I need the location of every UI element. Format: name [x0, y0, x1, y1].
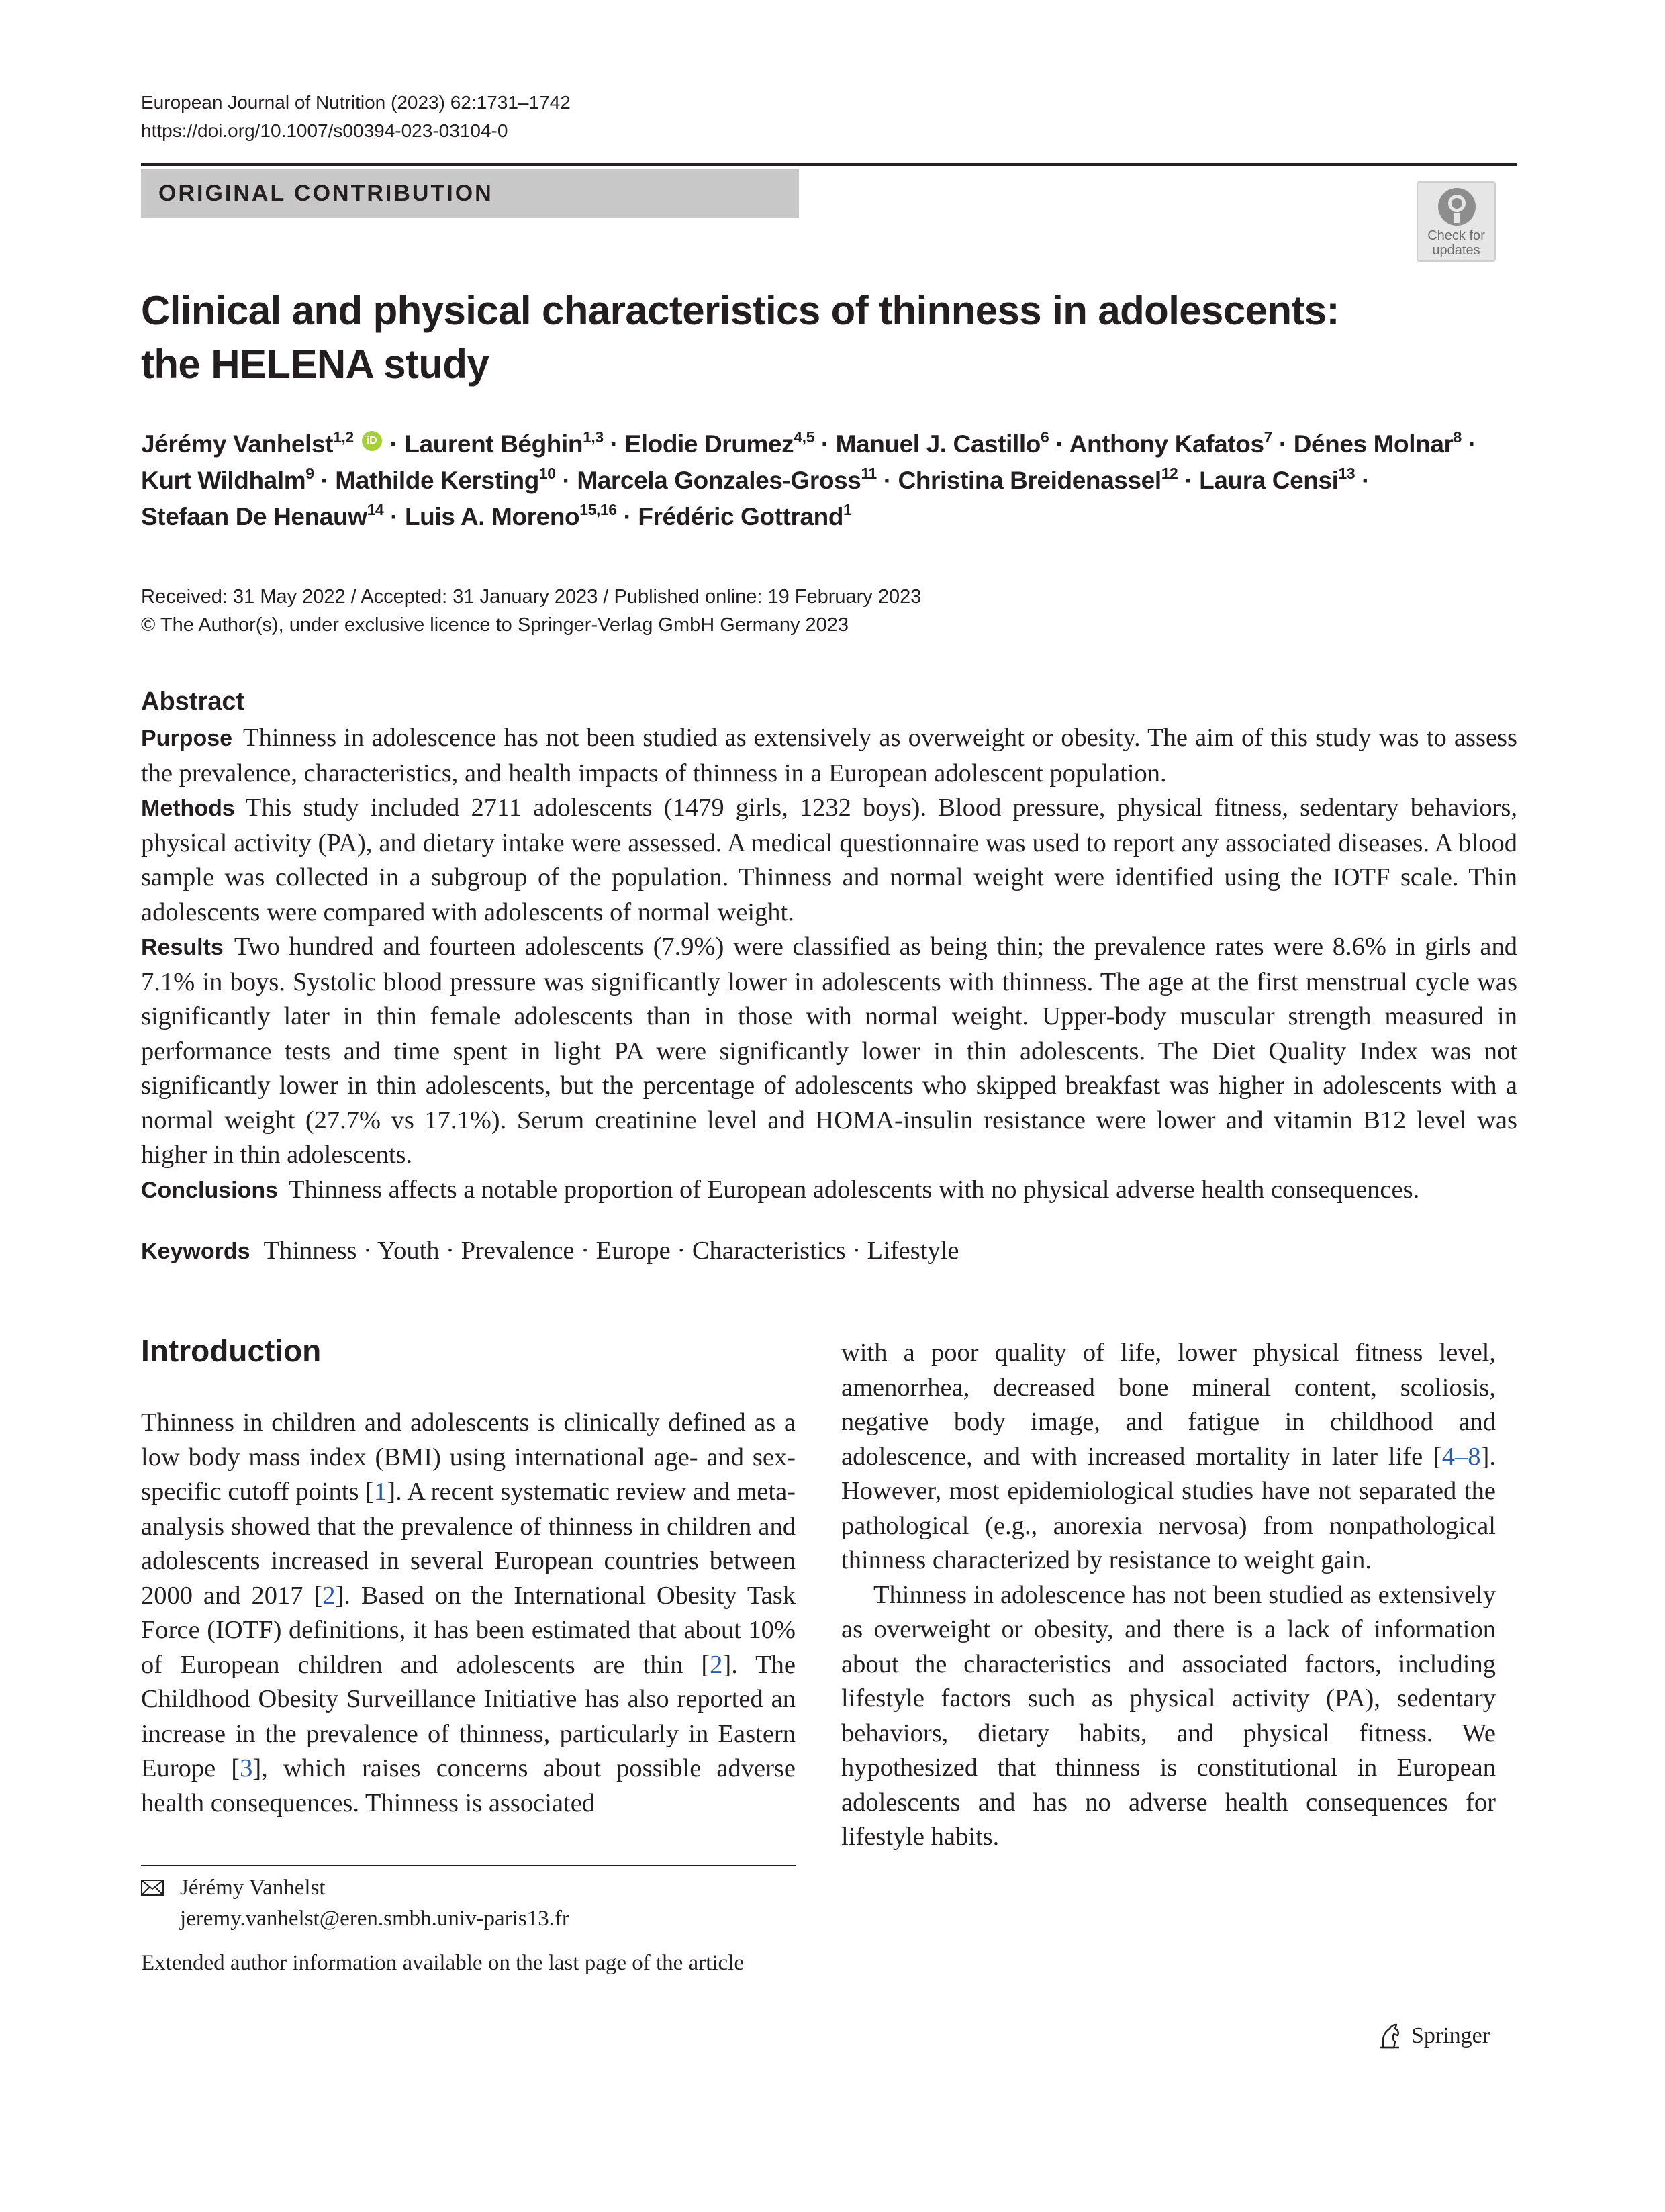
- author-name[interactable]: Laurent Béghin: [404, 430, 583, 458]
- author-affiliation: 1,3: [583, 428, 604, 446]
- author-affiliation: 11: [861, 465, 877, 483]
- corresponding-author-email[interactable]: jeremy.vanhelst@eren.smbh.univ-paris13.fr: [180, 1907, 569, 1931]
- introduction-left-column: [141, 1406, 796, 1821]
- intro-text: ]. Based on the International Obesity Task Force (IOTF) definitions, it has been estimated that about 10% of European children and adolescents are thin [: [141, 1581, 796, 1679]
- author-affiliation: 12: [1161, 465, 1178, 483]
- journal-info: [141, 89, 571, 145]
- intro-text: ]. The Childhood Obesity Surveillance Initiative has also reported an increase in the prevalence of thinness, particularly in Eastern Europe [: [141, 1650, 796, 1782]
- citation-link[interactable]: 3: [240, 1754, 253, 1782]
- results-label: Results: [141, 934, 224, 960]
- publisher-name: Springer: [1411, 2023, 1490, 2048]
- intro-text: Thinness in children and adolescents is clinically defined as a low body mass index (BMI) using international age- and sex-specific cutoff points [: [141, 1408, 796, 1506]
- extended-author-note: Extended author information available on the last page of the article: [141, 1951, 744, 1975]
- abstract: [141, 685, 1517, 1208]
- citation-link[interactable]: 1: [374, 1478, 387, 1506]
- author-affiliation: 9: [305, 465, 314, 483]
- section-label: ORIGINAL CONTRIBUTION: [158, 181, 493, 206]
- abstract-methods: [141, 791, 1517, 930]
- author-name[interactable]: Laura Censi: [1199, 467, 1339, 494]
- intro-text: ]. However, most epidemiological studies have not separated the pathological (e.g., anorexia nervosa) from nonpathological thinness characterized by resistance to weight gain.: [841, 1442, 1496, 1574]
- check-updates-label-1: Check for: [1427, 228, 1485, 243]
- author-affiliation: 1: [843, 501, 852, 519]
- author-name[interactable]: Manuel J. Castillo: [835, 430, 1041, 458]
- author-name[interactable]: Mathilde Kersting: [335, 467, 539, 494]
- author-name[interactable]: Kurt Wildhalm: [141, 467, 306, 494]
- author-affiliation: 7: [1264, 428, 1272, 446]
- header-rule: [141, 163, 1517, 166]
- history-line: Received: 31 May 2022 / Accepted: 31 January 2023 / Published online: 19 February 2023: [141, 586, 922, 608]
- abstract-heading: Abstract: [141, 687, 245, 716]
- author-name[interactable]: Frédéric Gottrand: [638, 503, 844, 530]
- springer-horse-icon: [1376, 2022, 1405, 2050]
- author-name[interactable]: Luis A. Moreno: [404, 503, 580, 530]
- introduction-heading: Introduction: [141, 1333, 322, 1368]
- results-text: Two hundred and fourteen adolescents (7.9%) were classified as being thin; the prevalence rates were 8.6% in girls and 7.1% in boys. Systolic blood pressure was significantly lower in adolescents with thinness. The age at the first menstrual cycle was significantly later in thin female adolescents than in those with normal weight. Upper-body muscular strength measured in performance tests and time spent in light PA were significantly lower in thin adolescents. The Diet Quality Index was not significantly lower in thin adolescents, but the percentage of adolescents who skipped breakfast was higher in adolescents with a normal weight (27.7% vs 17.1%). Serum creatinine level and HOMA-insulin resistance were lower and vitamin B12 level was higher in thin adolescents.: [141, 932, 1517, 1169]
- citation-link[interactable]: 4–8: [1441, 1442, 1481, 1471]
- conclusions-label: Conclusions: [141, 1177, 279, 1203]
- author-name[interactable]: Dénes Molnar: [1293, 430, 1454, 458]
- author-affiliation: 6: [1040, 428, 1049, 446]
- copyright-line: © The Author(s), under exclusive licence to Springer-Verlag GmbH Germany 2023: [141, 614, 849, 636]
- check-updates-label-2: updates: [1432, 243, 1480, 258]
- author-affiliation: 14: [367, 501, 384, 519]
- author-affiliation: 13: [1338, 465, 1355, 483]
- citation-link[interactable]: 2: [710, 1650, 723, 1679]
- introduction-right-column: [841, 1336, 1496, 1855]
- author-affiliation: 1,2: [333, 428, 354, 446]
- intro-text: ]. A recent systematic review and meta-analysis showed that the prevalence of thinness in children and adolescents increased in several European countries between 2000 and 2017 [: [141, 1478, 796, 1610]
- title-line-2: the HELENA study: [141, 342, 489, 387]
- check-for-updates-icon[interactable]: [1417, 181, 1496, 262]
- keywords-text: Thinness · Youth · Prevalence · Europe · Characteristics · Lifestyle: [263, 1237, 959, 1265]
- corresponding-author-name: Jérémy Vanhelst: [180, 1876, 326, 1900]
- abstract-conclusions: [141, 1173, 1517, 1208]
- abstract-purpose: [141, 721, 1517, 791]
- purpose-label: Purpose: [141, 726, 233, 751]
- footnote-rule: [141, 1865, 796, 1866]
- orcid-icon[interactable]: [362, 431, 382, 451]
- author-name[interactable]: Anthony Kafatos: [1069, 430, 1264, 458]
- author-name[interactable]: Marcela Gonzales-Gross: [577, 467, 861, 494]
- purpose-text: Thinness in adolescence has not been studied as extensively as overweight or obesity. The aim of this study was to assess the prevalence, characteristics, and health impacts of thinness in a European adolescent population.: [141, 724, 1517, 787]
- publication-dates: [141, 583, 921, 639]
- keywords-label: Keywords: [141, 1239, 250, 1264]
- intro-paragraph: Thinness in adolescence has not been studied as extensively as overweight or obesity, and there is a lack of information about the characteristics and associated factors, including lifestyle factors such as physical activity (PA), sedentary behaviors, dietary habits, and physical fitness. We hypothesized that thinness is constitutional in European adolescents and has no adverse health consequences for lifestyle habits.: [841, 1580, 1496, 1851]
- author-name[interactable]: Christina Breidenassel: [898, 467, 1161, 494]
- conclusions-text: Thinness affects a notable proportion of European adolescents with no physical adverse health consequences.: [289, 1175, 1420, 1204]
- journal-citation: European Journal of Nutrition (2023) 62:1731–1742: [141, 92, 571, 113]
- methods-text: This study included 2711 adolescents (1479 girls, 1232 boys). Blood pressure, physical fitness, sedentary behaviors, physical activity (PA), and dietary intake were assessed. A medical questionnaire was used to report any associated diseases. A blood sample was collected in a subgroup of the population. Thinness and normal weight were identified using the IOTF scale. Thin adolescents were compared with adolescents of normal weight.: [141, 794, 1517, 926]
- intro-text: with a poor quality of life, lower physical fitness level, amenorrhea, decreased bone mineral content, scoliosis, negative body image, and fatigue in childhood and adolescence, and with increased mortality in later life [: [841, 1339, 1496, 1471]
- abstract-results: [141, 930, 1517, 1173]
- title-line-1: Clinical and physical characteristics of thinness in adolescents:: [141, 288, 1339, 333]
- author-affiliation: 15,16: [579, 501, 617, 519]
- envelope-icon: [141, 1880, 164, 1896]
- author-name[interactable]: Jérémy Vanhelst: [141, 430, 334, 458]
- author-name[interactable]: Stefaan De Henauw: [141, 503, 367, 530]
- author-affiliation: 8: [1453, 428, 1462, 446]
- author-affiliation: 4,5: [794, 428, 814, 446]
- intro-paragraph: [841, 1336, 1496, 1578]
- methods-label: Methods: [141, 796, 235, 821]
- author-affiliation: 10: [538, 465, 556, 483]
- doi-link[interactable]: https://doi.org/10.1007/s00394-023-03104-0: [141, 120, 508, 141]
- author-name[interactable]: Elodie Drumez: [624, 430, 794, 458]
- intro-text: ], which raises concerns about possible adverse health consequences. Thinness is associated: [141, 1754, 796, 1817]
- author-list: Jérémy Vanhelst$^{1,2}$ iD · Laurent Béghin$^{1,3}$ · Elodie Drumez$^{4,5}$ · Manuel J. Castillo$^6$ · Anthony Kafatos$^7$ · Dénes Molnar$^8$ · Kurt Wildhalm$^9$ · Mathilde Kersting$^{10}$ · Marcela Gonzales-Gross$^{11}$ · Christina Breidenassel$^{12}$ · Laura Censi$^{13}$ · Stefaan De Henauw$^{14}$ · Luis A. Moreno$^{15,16}$ · Frédéric Gottrand$^1$: [141, 426, 1524, 535]
- citation-link[interactable]: 2: [322, 1581, 336, 1610]
- article-title: [141, 284, 1484, 391]
- keywords: [141, 1234, 959, 1268]
